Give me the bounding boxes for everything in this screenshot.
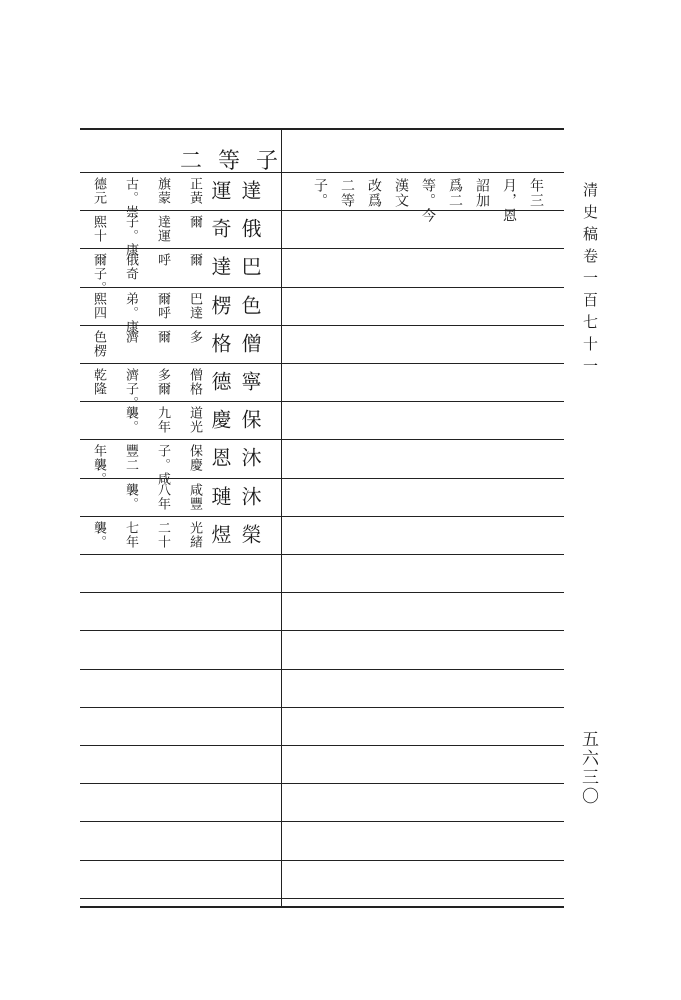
row-rule bbox=[80, 554, 564, 555]
top-note-column: 月，恩 bbox=[501, 178, 517, 223]
note-column: 俄奇 bbox=[123, 253, 138, 282]
name-column: 奇 bbox=[208, 218, 232, 245]
name-column: 沐 bbox=[238, 447, 262, 474]
name-column: 慶 bbox=[208, 409, 232, 436]
row-rule bbox=[80, 707, 564, 708]
row-rule bbox=[80, 898, 564, 899]
top-note-column: 爲二 bbox=[447, 178, 463, 208]
row-rule bbox=[80, 630, 564, 631]
note-column: 襲。 bbox=[91, 520, 106, 549]
name-column: 格 bbox=[208, 332, 232, 359]
note-column: 色楞 bbox=[91, 329, 106, 358]
note-column: 旗蒙 bbox=[155, 177, 170, 205]
note-column: 年襲。 bbox=[91, 444, 106, 487]
note-column: 七年 bbox=[123, 520, 138, 549]
book-title: 清史稿卷一百七十一 bbox=[581, 182, 599, 380]
row-rule bbox=[80, 745, 564, 746]
name-column: 運 bbox=[208, 180, 232, 206]
name-column: 德 bbox=[208, 371, 232, 397]
row-rule bbox=[80, 401, 564, 402]
name-column: 煜 bbox=[208, 523, 232, 550]
top-note-column: 改爲 bbox=[366, 178, 382, 208]
note-column: 德元 bbox=[91, 177, 106, 205]
note-column: 子。康 bbox=[123, 215, 138, 258]
note-column: 多 bbox=[187, 329, 202, 344]
name-column: 俄 bbox=[238, 218, 262, 245]
center-divider bbox=[281, 128, 282, 908]
name-column: 榮 bbox=[238, 523, 262, 550]
note-column: 爾子。 bbox=[91, 253, 106, 296]
note-column: 達運 bbox=[155, 215, 170, 244]
note-column: 襲。 bbox=[123, 406, 138, 435]
note-column: 九年 bbox=[155, 406, 170, 435]
note-column: 弟。康 bbox=[123, 291, 138, 334]
note-column: 咸豐 bbox=[187, 482, 202, 511]
note-column: 巴達 bbox=[187, 291, 202, 320]
row-rule bbox=[80, 287, 564, 288]
row-rule bbox=[80, 363, 564, 364]
top-note-column: 二等 bbox=[339, 178, 355, 208]
top-rule bbox=[80, 128, 564, 130]
name-column: 璉 bbox=[208, 485, 232, 512]
note-column: 二十 bbox=[155, 520, 170, 549]
row-rule bbox=[80, 210, 564, 211]
note-column: 襲。 bbox=[123, 482, 138, 511]
name-column: 保 bbox=[238, 409, 262, 436]
note-column: 光緒 bbox=[187, 520, 202, 549]
name-column: 寧 bbox=[238, 371, 262, 397]
note-column: 濟子。 bbox=[123, 368, 138, 410]
note-column: 乾隆 bbox=[91, 368, 106, 396]
row-rule bbox=[80, 325, 564, 326]
note-column: 道光 bbox=[187, 406, 202, 435]
header-rule bbox=[80, 172, 564, 173]
name-column: 沐 bbox=[238, 485, 262, 512]
top-note-column: 漢文 bbox=[393, 178, 409, 208]
row-rule bbox=[80, 821, 564, 822]
note-column: 爾 bbox=[187, 215, 202, 230]
note-column: 豐二 bbox=[123, 444, 138, 473]
note-column: 濟 bbox=[123, 329, 138, 344]
name-column: 達 bbox=[238, 180, 262, 206]
top-note-column: 詔加 bbox=[474, 178, 490, 208]
note-column: 熙十 bbox=[91, 215, 106, 244]
note-column: 保慶 bbox=[187, 444, 202, 473]
row-rule bbox=[80, 592, 564, 593]
top-note-column: 子。 bbox=[312, 178, 328, 208]
note-column: 爾 bbox=[187, 253, 202, 268]
row-rule bbox=[80, 478, 564, 479]
row-rule bbox=[80, 669, 564, 670]
note-column: 呼 bbox=[155, 253, 170, 268]
note-column: 多爾 bbox=[155, 368, 170, 396]
name-column: 楞 bbox=[208, 294, 232, 321]
bottom-rule bbox=[80, 906, 564, 908]
row-rule bbox=[80, 516, 564, 517]
note-column: 子。咸 bbox=[155, 444, 170, 487]
note-column: 爾呼 bbox=[155, 291, 170, 320]
name-column: 恩 bbox=[208, 447, 232, 474]
note-column: 僧格 bbox=[187, 368, 202, 396]
name-column: 達 bbox=[208, 256, 232, 283]
table-title: 二等子 bbox=[180, 149, 295, 174]
note-column: 熙四 bbox=[91, 291, 106, 320]
name-column: 色 bbox=[238, 294, 262, 321]
note-column: 古。崇 bbox=[123, 177, 138, 219]
row-rule bbox=[80, 439, 564, 440]
note-column: 正黃 bbox=[187, 177, 202, 205]
row-rule bbox=[80, 783, 564, 784]
name-column: 巴 bbox=[238, 256, 262, 283]
top-note-column: 等。今 bbox=[420, 178, 436, 223]
note-column: 爾 bbox=[155, 329, 170, 344]
name-column: 僧 bbox=[238, 332, 262, 359]
row-rule bbox=[80, 248, 564, 249]
note-column: 八年 bbox=[155, 482, 170, 511]
top-note-column: 年三 bbox=[528, 178, 544, 208]
row-rule bbox=[80, 860, 564, 861]
page-number: 五六三〇 bbox=[578, 730, 598, 806]
